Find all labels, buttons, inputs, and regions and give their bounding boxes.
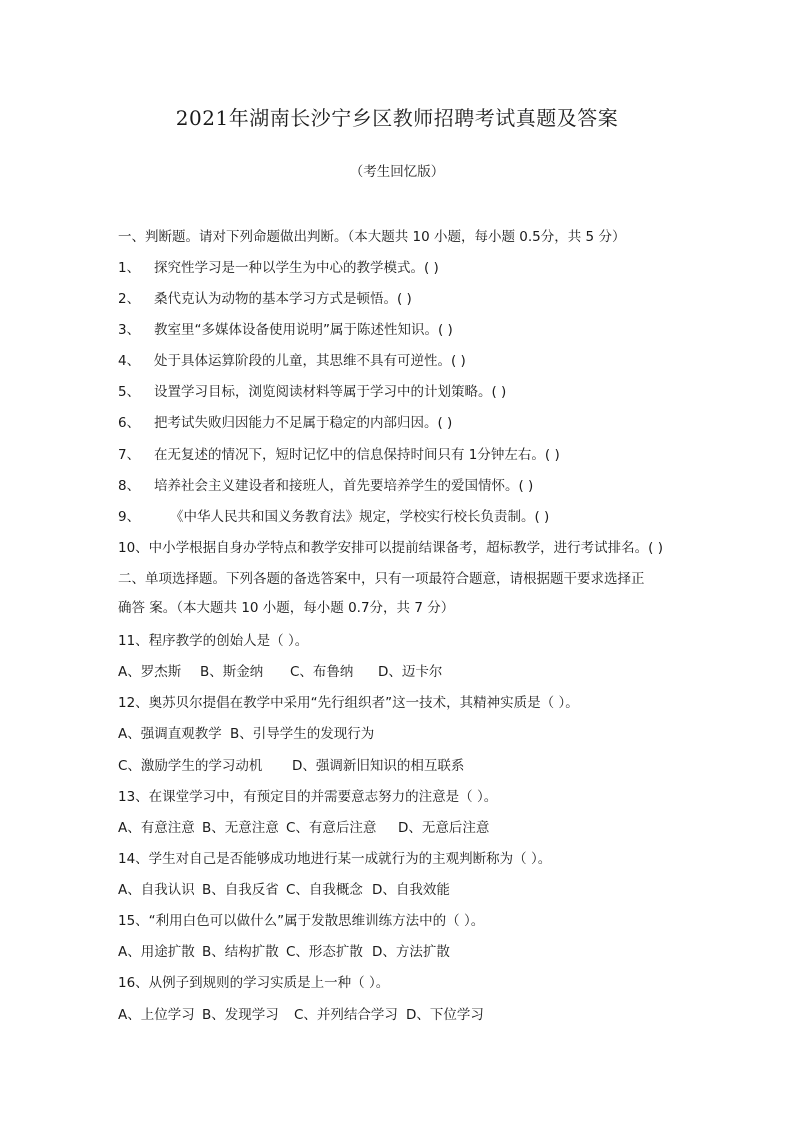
option: A、用途扩散 [118, 944, 195, 960]
question-item [118, 382, 506, 402]
question-text: 把考试失败归因能力不足属于稳定的内部归因。( ) [154, 415, 453, 431]
question-text: 《中华人民共和国义务教育法》规定，学校实行校长负责制。( ) [170, 509, 550, 525]
question-number: 2、 [118, 291, 141, 307]
option: A、自我认识 [118, 882, 195, 898]
option: C、自我概念 [286, 882, 363, 898]
option: A、强调直观教学 [118, 726, 222, 742]
page-subtitle: （考生回忆版） [349, 164, 445, 180]
question-item [118, 476, 533, 496]
question-stem: 14、学生对自己是否能够成功地进行某一成就行为的主观判断称为（ ）。 [118, 851, 552, 867]
question-item [118, 507, 549, 527]
question-number: 6、 [118, 415, 141, 431]
question-number: 7、 [118, 447, 141, 463]
question-text: 探究性学习是一种以学生为中心的教学模式。( ) [154, 260, 439, 276]
option-row [118, 880, 450, 900]
question-text: 培养社会主义建设者和接班人，首先要培养学生的爱国情怀。( ) [154, 478, 534, 494]
question-item [118, 351, 466, 371]
question-item [118, 258, 439, 278]
option-row [118, 942, 450, 962]
option: A、罗杰斯 [118, 664, 182, 680]
option: B、无意注意 [202, 820, 279, 836]
option: D、方法扩散 [372, 944, 450, 960]
question-number: 5、 [118, 384, 141, 400]
question-text: 在无复述的情况下，短时记忆中的信息保持时间只有 1分钟左右。( ) [154, 447, 560, 463]
section-heading-choice: 二、单项选择题。下列各题的备选答案中，只有一项最符合题意，请根据题干要求选择正 [118, 571, 645, 587]
question-stem: 15、“利用白色可以做什么”属于发散思维训练方法中的（ ）。 [118, 913, 485, 929]
option-row [118, 662, 442, 682]
question-number: 1、 [118, 260, 141, 276]
section-heading-choice-cont: 确答 案。（本大题共 10 小题，每小题 0.7分，共 7 分） [118, 600, 455, 616]
option: B、斯金纳 [200, 664, 264, 680]
question-number: 9、 [118, 509, 141, 525]
question-text: 设置学习目标，浏览阅读材料等属于学习中的计划策略。( ) [154, 384, 507, 400]
question-number: 4、 [118, 353, 141, 369]
option: C、并列结合学习 [294, 1007, 398, 1023]
question-item [118, 445, 560, 465]
question-item [118, 320, 453, 340]
option: C、形态扩散 [286, 944, 363, 960]
option: A、有意注意 [118, 820, 195, 836]
question-number: 8、 [118, 478, 141, 494]
option: C、有意后注意 [286, 820, 377, 836]
option: B、自我反省 [202, 882, 279, 898]
option: D、迈卡尔 [378, 664, 443, 680]
option-row [118, 818, 489, 838]
section-heading-judgment: 一、判断题。请对下列命题做出判断。（本大题共 10 小题，每小题 0.5分，共 5 分） [118, 229, 626, 245]
option-row [118, 756, 464, 776]
option: D、自我效能 [372, 882, 450, 898]
option: D、下位学习 [406, 1007, 484, 1023]
question-number: 3、 [118, 322, 141, 338]
page-title: 2021年湖南长沙宁乡区教师招聘考试真题及答案 [175, 106, 619, 130]
question-text: 处于具体运算阶段的儿童，其思维不具有可逆性。( ) [154, 353, 466, 369]
question-item [118, 289, 412, 309]
option-row [118, 724, 374, 744]
option: D、无意后注意 [398, 820, 490, 836]
question-item [118, 413, 452, 433]
question-text: 桑代克认为动物的基本学习方式是顿悟。( ) [154, 291, 412, 307]
question-text: 教室里“多媒体设备使用说明”属于陈述性知识。( ) [154, 322, 453, 338]
question-item: 10、中小学根据自身办学特点和教学安排可以提前结课备考，超标教学，进行考试排名。( ) [118, 540, 664, 556]
question-stem: 11、程序教学的创始人是（ ）。 [118, 633, 309, 649]
option-row [118, 1005, 484, 1025]
option: B、结构扩散 [202, 944, 279, 960]
option: C、布鲁纳 [290, 664, 354, 680]
question-stem: 16、从例子到规则的学习实质是上一种（ ）。 [118, 975, 390, 991]
option: A、上位学习 [118, 1007, 195, 1023]
question-stem: 13、在课堂学习中，有预定目的并需要意志努力的注意是（ ）。 [118, 789, 498, 805]
question-stem: 12、奥苏贝尔提倡在教学中采用“先行组织者”这一技术，其精神实质是（ ）。 [118, 695, 579, 711]
option: B、发现学习 [202, 1007, 279, 1023]
option: D、强调新旧知识的相互联系 [292, 758, 465, 774]
option: B、引导学生的发现行为 [230, 726, 375, 742]
option: C、激励学生的学习动机 [118, 758, 263, 774]
